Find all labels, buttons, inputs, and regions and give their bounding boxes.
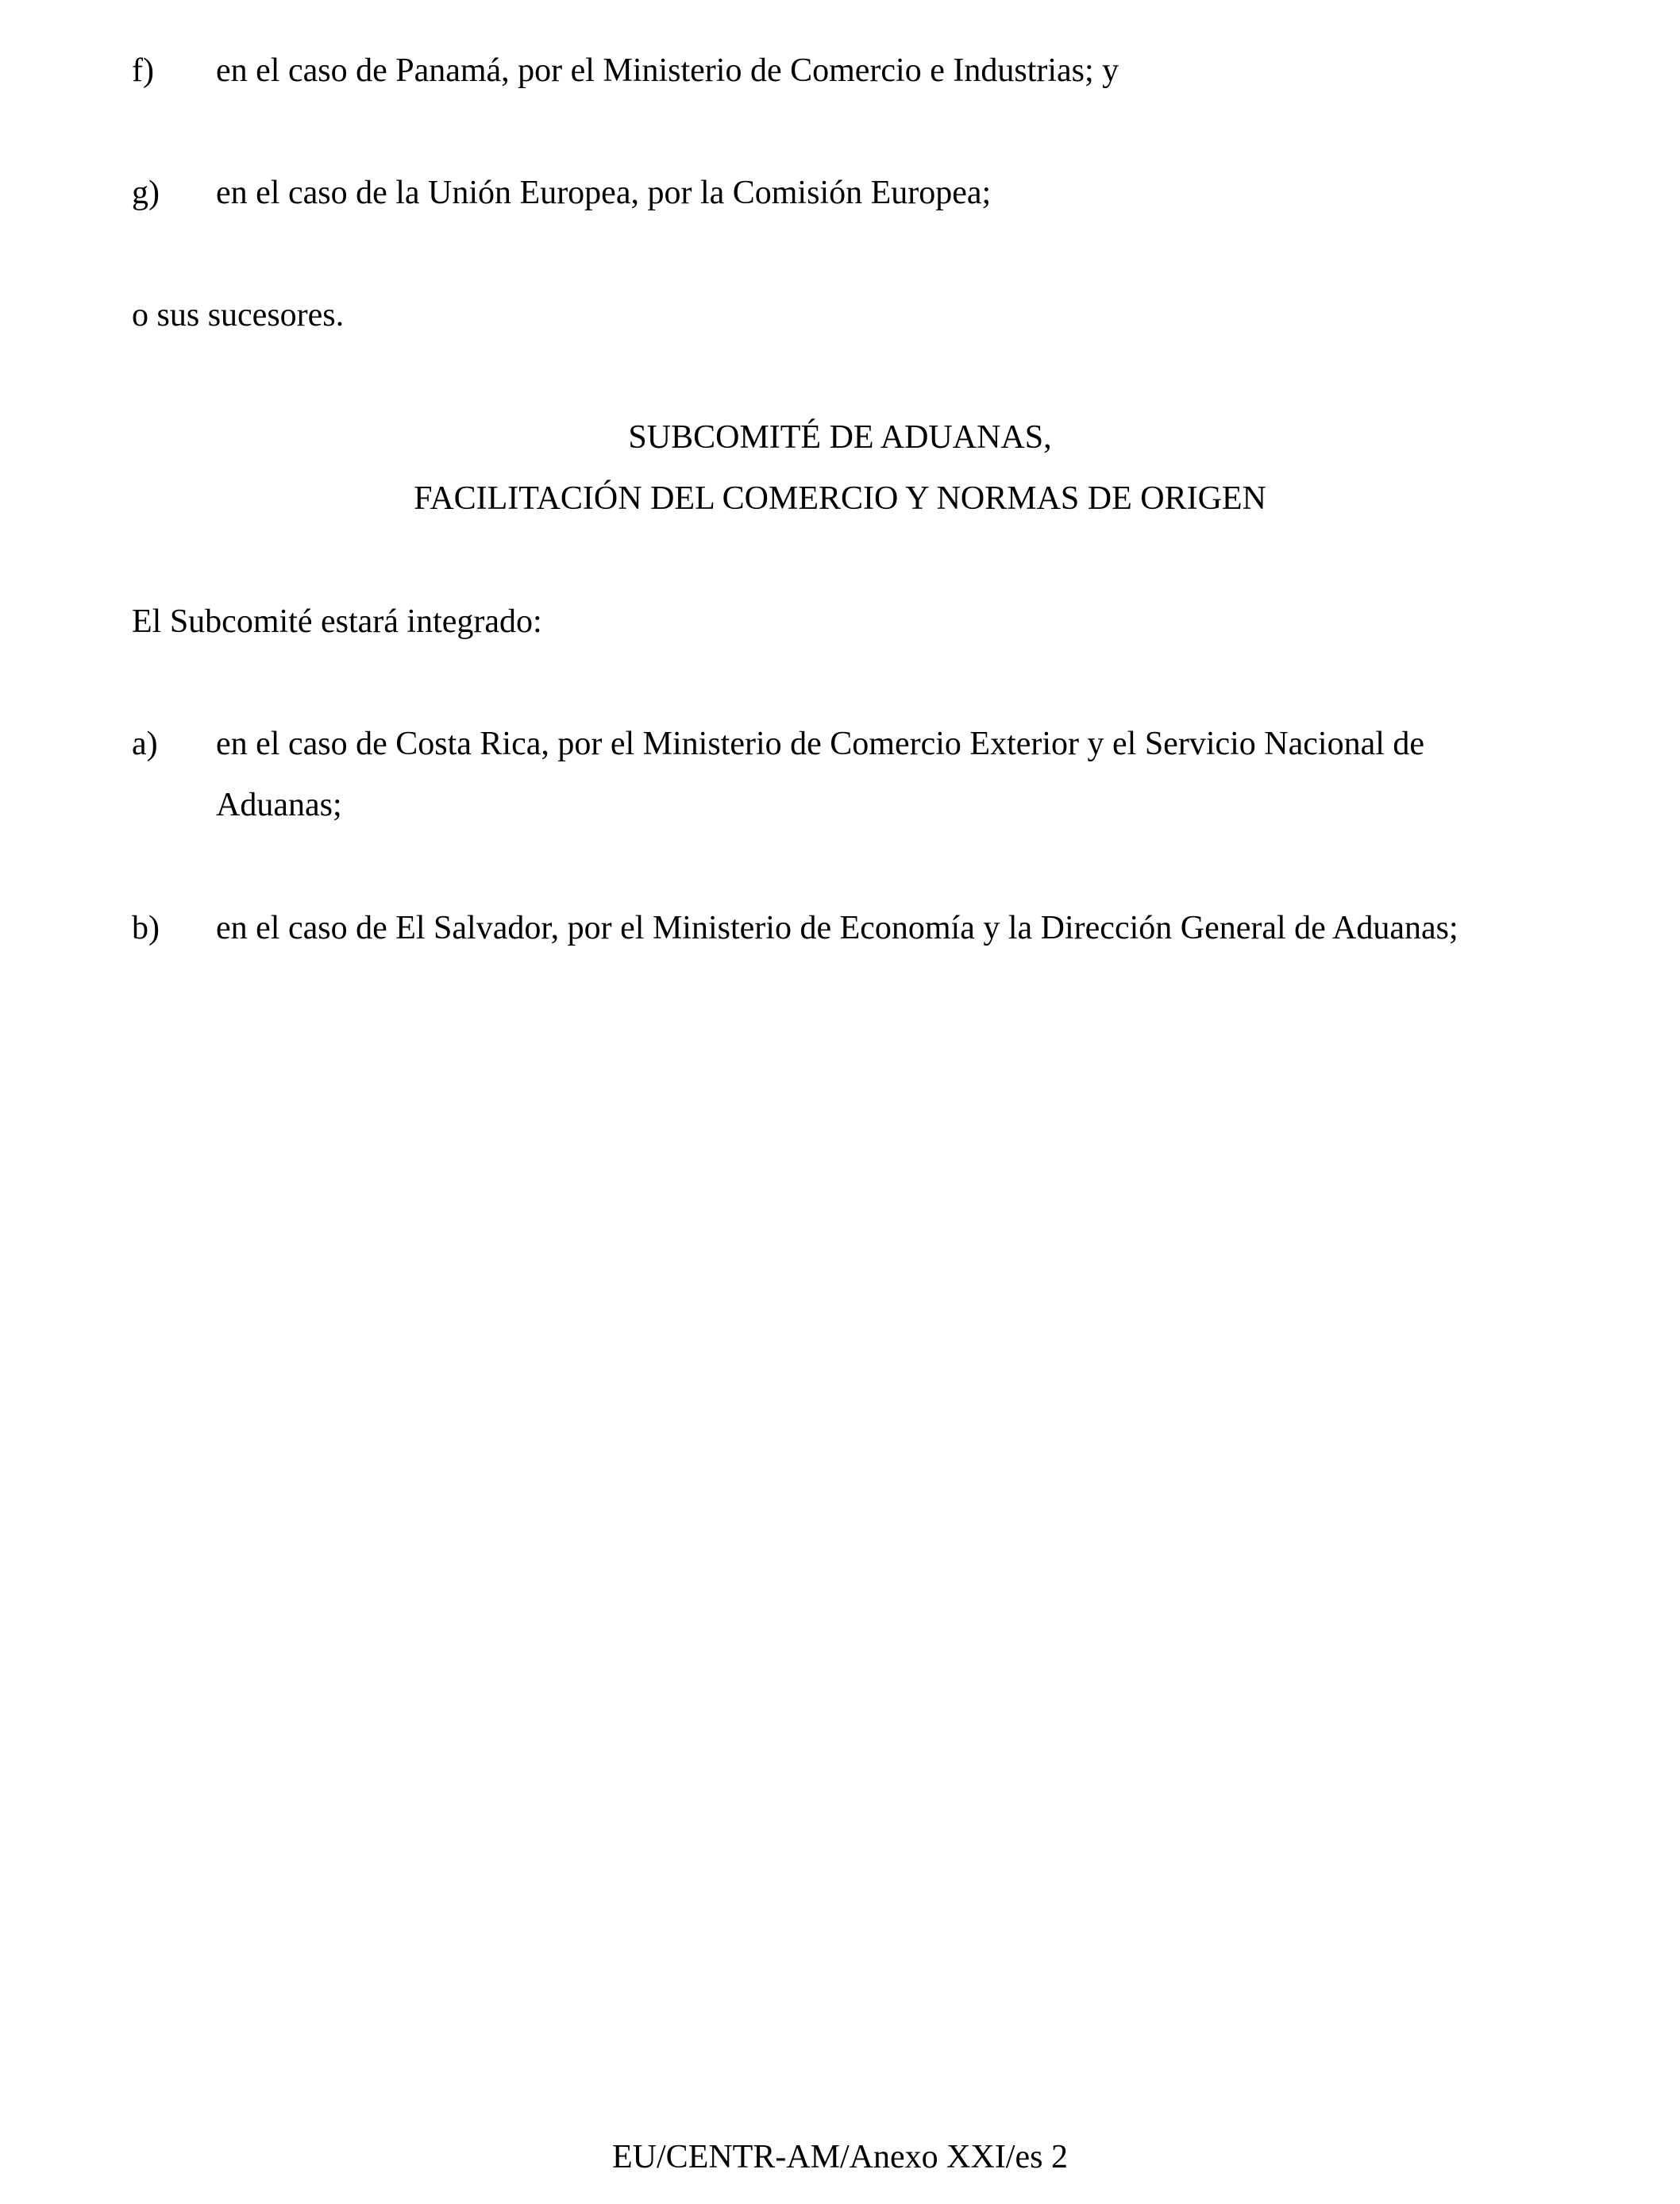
section-heading-line-2: FACILITACIÓN DEL COMERCIO Y NORMAS DE ORIGEN	[414, 480, 1266, 517]
item-a-label: a)	[132, 726, 158, 762]
closing-text: o sus sucesores.	[132, 297, 345, 333]
intro-text: El Subcomité estará integrado:	[132, 603, 542, 640]
item-a-text-line-1: en el caso de Costa Rica, por el Ministerio de Comercio Exterior y el Servicio Nacional de	[216, 726, 1425, 762]
item-b-text: en el caso de El Salvador, por el Ministerio de Economía y la Dirección General de Aduanas;	[216, 910, 1458, 946]
item-g-text: en el caso de la Unión Europea, por la Comisión Europea;	[216, 175, 992, 211]
item-f-text: en el caso de Panamá, por el Ministerio de Comercio e Industrias; y	[216, 52, 1119, 89]
item-b-label: b)	[132, 910, 160, 946]
section-heading-line-1: SUBCOMITÉ DE ADUANAS,	[628, 419, 1052, 456]
item-f-label: f)	[132, 52, 154, 89]
item-a-text-line-2: Aduanas;	[216, 787, 342, 823]
item-g-label: g)	[132, 175, 160, 211]
page-footer: EU/CENTR-AM/Anexo XXI/es 2	[612, 2139, 1068, 2175]
